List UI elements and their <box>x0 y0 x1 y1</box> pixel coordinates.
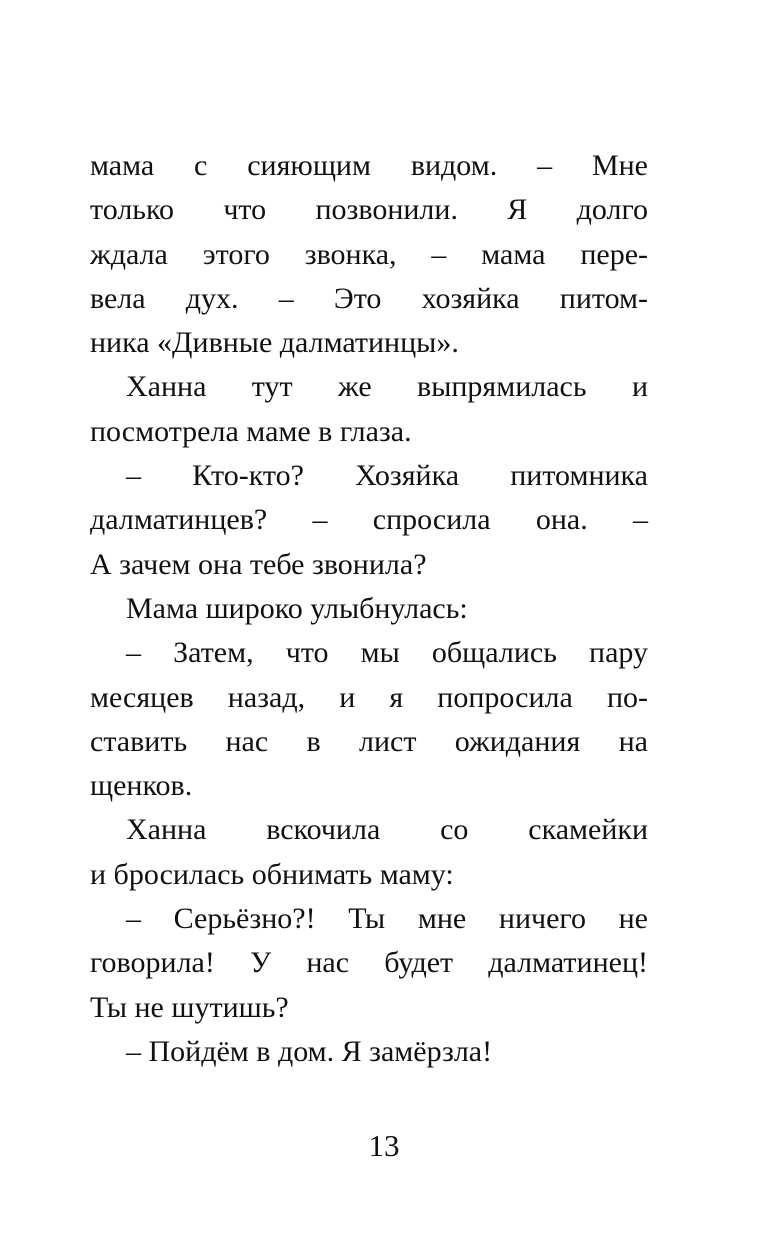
text-line: А зачем она тебе звонила? <box>90 547 427 581</box>
text-line: щенков. <box>90 769 193 803</box>
text-line: – Серьёзно?! Ты мне ничего не <box>126 902 648 936</box>
text-line: ника «Дивные далматинцы». <box>90 326 459 360</box>
text-line: – Затем, что мы общались пару <box>126 636 648 670</box>
text-line: ждала этого звонка, – мама пере- <box>90 237 648 271</box>
text-line: Ханна тут же выпрямилась и <box>126 370 648 404</box>
text-line: и бросилась обнимать маму: <box>90 857 454 891</box>
text-line: Мама широко улыбнулась: <box>126 591 468 625</box>
text-line: далматинцев? – спросила она. – <box>90 503 648 537</box>
text-line: мама с сияющим видом. – Мне <box>90 149 648 182</box>
page-text <box>90 144 648 1074</box>
text-line: вела дух. – Это хозяйка питом- <box>90 281 648 315</box>
text-line: только что позвонили. Я долго <box>90 193 648 227</box>
text-line: – Кто-кто? Хозяйка питомника <box>126 459 648 493</box>
text-line: – Пойдём в дом. Я замёрзла! <box>126 1034 493 1068</box>
page-number: 13 <box>368 1128 400 1163</box>
text-line: говорила! У нас будет далматинец! <box>90 946 648 980</box>
text-line: Ханна вскочила со скамейки <box>126 813 648 847</box>
text-line: месяцев назад, и я попросила по- <box>90 680 648 714</box>
text-line: посмотрела маме в глаза. <box>90 414 412 448</box>
text-line: Ты не шутишь? <box>90 990 289 1024</box>
text-line: ставить нас в лист ожидания на <box>90 724 648 758</box>
